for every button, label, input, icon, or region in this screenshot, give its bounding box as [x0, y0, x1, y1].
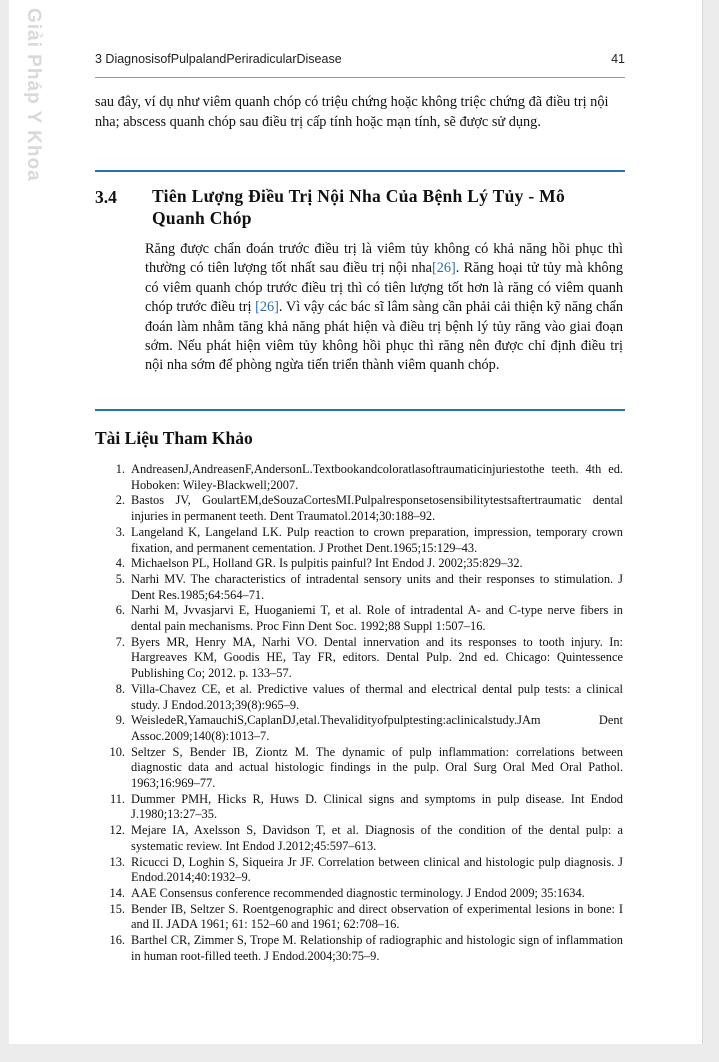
section-number: 3.4: [95, 187, 117, 207]
reference-text: Byers MR, Henry MA, Narhi VO. Dental innervation and its responses to tooth injury. In: Hargreaves KM, Goodis HE, Tay FR, editors. Dental Pulp. 2nd ed. Chicago: Quintessence Publishing Co; 2012. p. 133–57.: [131, 634, 623, 681]
reference-item: [95, 635, 623, 682]
reference-item: [95, 713, 623, 744]
reference-text: Villa-Chavez CE, et al. Predictive values of thermal and electrical dental pulp tests: a clinical study. J Endod.2013;39(8):965–9.: [131, 681, 623, 712]
reference-item: [95, 823, 623, 854]
reference-list: [95, 462, 623, 965]
references-heading: Tài Liệu Tham Khảo: [95, 428, 253, 448]
reference-number: 3.: [115, 524, 125, 539]
reference-number: 13.: [109, 854, 125, 869]
reference-item: [95, 682, 623, 713]
reference-number: 16.: [109, 933, 125, 948]
reference-text: Narhi MV. The characteristics of intradental sensory units and their responses to stimulation. J Dent Res.1985;64:564–71.: [131, 571, 623, 602]
reference-text: Michaelson PL, Holland GR. Is pulpitis painful? Int Endod J. 2002;35:829–32.: [131, 556, 523, 571]
reference-text: Barthel CR, Zimmer S, Trope M. Relationship of radiographic and histologic sign of inflammation in human root-filled teeth. J Endod.2004;30:75–9.: [131, 933, 623, 963]
reference-item: [95, 525, 623, 556]
reference-item: [95, 902, 623, 933]
document-page: [9, 0, 703, 1044]
reference-text: Langeland K, Langeland LK. Pulp reaction to crown preparation, impression, temporary crown fixation, and permanent cementation. J Prothet Dent.1965;15:129–43.: [131, 524, 623, 555]
intro-paragraph: sau đây, ví dụ như viêm quanh chóp có triệu chứng hoặc không triệc chứng đã điều trị nội nha; abscess quanh chóp sau điều trị cấp tính hoặc mạn tính, sẽ được sử dụng.: [95, 94, 609, 130]
running-head: [95, 52, 625, 66]
reference-number: 11.: [109, 791, 125, 806]
section-title: Tiên Lượng Điều Trị Nội Nha Của Bệnh Lý Tủy - Mô Quanh Chóp: [152, 186, 566, 228]
reference-number: 12.: [109, 823, 125, 838]
section-divider-bottom: [95, 409, 625, 411]
reference-item: [95, 886, 623, 902]
section-paragraph: [145, 240, 623, 376]
reference-text: Mejare IA, Axelsson S, Davidson T, et al. Diagnosis of the condition of the dental pulp: a systematic review. Int Endod J.2012;45:597–613.: [131, 823, 623, 853]
reference-text: Bender IB, Seltzer S. Roentgenographic and direct observation of experimental lesions in bone: I and II. JADA 1961; 61: 152–60 and 1961; 62:708–16.: [131, 901, 623, 932]
reference-item: [95, 855, 623, 886]
section-text-3: . Vì vậy các bác sĩ lâm sàng cần phải cải thiện kỹ năng chẩn đoán làm nhằm tăng khả năng phát hiện và điều trị bệnh lý tủy răng vào giai đoạn sớm. Nếu phát hiện viêm tủy không hồi phục thì răng nên được chỉ định điều trị nội nha sớm để phòng ngừa tiến triển thành viêm quanh chóp.: [145, 299, 623, 374]
reference-number: 4.: [115, 556, 125, 571]
reference-item: [95, 933, 623, 964]
reference-text: Dummer PMH, Hicks R, Huws D. Clinical signs and symptoms in pulp disease. Int Endod J.1980;13:27–35.: [131, 791, 623, 822]
page-number: 41: [611, 52, 625, 66]
reference-item: [95, 493, 623, 524]
reference-text: Bastos JV, GoulartEM,deSouzaCortesMI.Pulpalresponsetosensibilitytestsaftertraumatic dental injuries in permanent teeth. Dent Traumatol.2014;30:188–92.: [131, 493, 623, 524]
reference-item: [95, 792, 623, 823]
reference-item: [95, 572, 623, 603]
reference-item: [95, 556, 623, 572]
reference-text: Ricucci D, Loghin S, Siqueira Jr JF. Correlation between clinical and histologic pulp diagnosis. J Endod.2014;40:1932–9.: [131, 854, 623, 885]
reference-number: 9.: [115, 713, 125, 728]
reference-number: 15.: [109, 901, 125, 916]
reference-number: 14.: [109, 885, 125, 900]
reference-number: 5.: [115, 571, 125, 586]
reference-text: WeisledeR,YamauchiS,CaplanDJ,etal.Thevalidityofpulptesting:aclinicalstudy.JAm Dent Assoc.2009;140(8):1013–7.: [131, 713, 623, 743]
watermark: Giải Pháp Y Khoa: [23, 8, 44, 182]
header-divider: [95, 77, 625, 78]
reference-text: AAE Consensus conference recommended diagnostic terminology. J Endod 2009; 35:1634.: [131, 885, 585, 900]
reference-text: Narhi M, Jvvasjarvi E, Huoganiemi T, et al. Role of intradental A- and C-type nerve fibers in dental pain mechanisms. Proc Finn Dent Soc. 1992;88 Suppl 1:507–16.: [131, 603, 623, 634]
citation-link-26[interactable]: [26]: [431, 260, 456, 277]
section-text-1: Răng được chẩn đoán trước điều trị là viêm tủy không có khả năng hồi phục thì thường có tiên lượng tốt nhất sau điều trị nội nha: [145, 241, 623, 277]
reference-number: 6.: [115, 603, 125, 618]
reference-text: Seltzer S, Bender IB, Ziontz M. The dynamic of pulp inflammation: correlations between diagnostic data and actual histologic findings in the pulp. Oral Surg Oral Med Oral Pathol. 1963;16:969–77.: [131, 744, 623, 791]
reference-item: [95, 462, 623, 493]
section-text-2: . Răng hoại tử tủy mà không có viêm quanh chóp trước điều trị thì có tiên lượng tốt hơn là răng có viêm quanh chóp trước điều trị: [145, 260, 623, 316]
citation-link-26-second[interactable]: [26]: [255, 299, 279, 316]
reference-number: 7.: [115, 634, 125, 649]
reference-number: 8.: [115, 681, 125, 696]
reference-number: 1.: [115, 462, 125, 476]
chapter-title: 3 DiagnosisofPulpalandPeriradicularDisease: [95, 52, 342, 66]
reference-number: 2.: [115, 493, 125, 508]
reference-text: AndreasenJ,AndreasenF,AndersonL.Textbookandcoloratlasoftraumaticinjuriestothe teeth. 4th ed. Hoboken: Wiley-Blackwell;2007.: [131, 462, 623, 492]
reference-item: [95, 745, 623, 792]
section-divider-top: [95, 170, 625, 172]
reference-item: [95, 603, 623, 634]
reference-number: 10.: [109, 744, 125, 759]
